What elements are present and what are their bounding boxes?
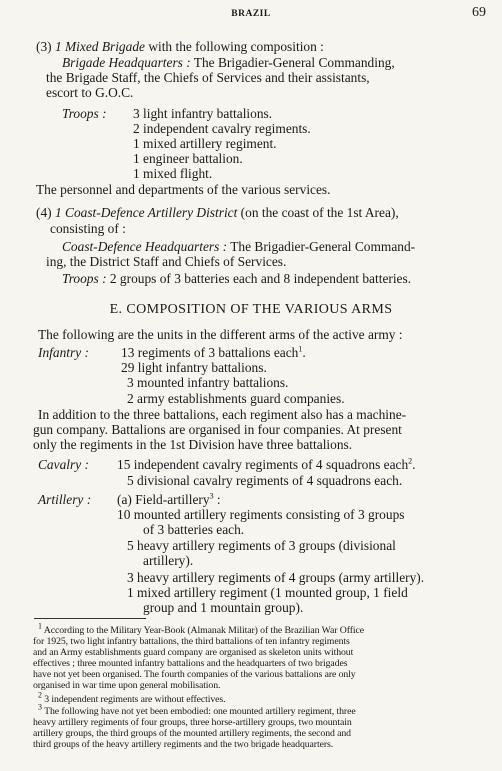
coast-hq-label: Coast-Defence Headquarters :: [62, 239, 228, 254]
personnel-line: The personnel and departments of the various services.: [36, 182, 331, 197]
footnote-1-line: have not yet been organised. The fourth companies of the various battalions are only: [33, 669, 356, 680]
coast-defence-title: 1 Coast-Defence Artillery District: [54, 205, 238, 220]
footnote-3-line: artillery groups, the third groups of the mounted artillery regiments, the second and: [33, 728, 351, 739]
brigade-hq-label: Brigade Headquarters :: [62, 55, 191, 70]
troop-item: 1 engineer battalion.: [133, 151, 243, 166]
troop-item: 1 mixed flight.: [133, 166, 213, 181]
coast-troops-label: Troops :: [62, 271, 107, 286]
brigade-hq-line-3: escort to G.O.C.: [46, 85, 134, 100]
coast-hq-line: [62, 239, 415, 255]
mixed-brigade-line: [36, 39, 324, 55]
footnote-1-line: and an Army establishments guard company are organised as skeleton units without: [33, 647, 354, 658]
footnote-1-line: $^1$ According to the Military Year-Book (Almanak Militar) of the Brazilian War Office: [38, 621, 365, 636]
footnote-1-line: organised in war time upon general mobilisation.: [33, 680, 221, 691]
footnote-1-line: effectives ; three mounted infantry battalions and the headquarters of two brigades: [33, 658, 348, 669]
troop-item: 1 mixed artillery regiment.: [133, 136, 277, 151]
page-number: 69: [472, 5, 486, 20]
paragraph-line: only the regiments in the 1st Division have three battalions.: [33, 437, 353, 452]
cavalry-item: 5 divisional cavalry regiments of 4 squadrons each.: [127, 473, 403, 488]
footnote-3-line: third groups of the heavy artillery regiments and the two brigade headquarters.: [33, 739, 334, 750]
consisting-line: consisting of :: [50, 221, 126, 236]
artillery-item: 10 mounted artillery regiments consisting of 3 groups: [117, 507, 405, 522]
coast-hq-line-2: ing, the District Staff and Chiefs of Services.: [46, 254, 287, 269]
artillery-item: artillery).: [143, 553, 194, 568]
section-heading: E. COMPOSITION OF THE VARIOUS ARMS: [109, 302, 393, 317]
cavalry-label: Cavalry :: [38, 457, 89, 472]
footnote-2: $^2$ 3 independent regiments are without effectives.: [38, 690, 226, 705]
footnote-rule: [34, 618, 146, 619]
paragraph-line: In addition to the three battalions, each regiment also has a machine-: [38, 407, 407, 422]
footnote-number: 1: [38, 621, 42, 631]
infantry-label: Infantry :: [38, 345, 89, 360]
troops-label: Troops :: [62, 106, 107, 121]
coast-defence-intro: (on the coast of the 1st Area),: [237, 205, 399, 220]
brigade-hq-line-2: the Brigade Staff, the Chiefs of Services and their assistants,: [46, 70, 370, 85]
footnote-number: 3: [38, 702, 42, 712]
footnote-3-line: $^3$ The following have not yet been embodied: one mounted artillery regiment, three: [38, 702, 356, 717]
artillery-item: 3 heavy artillery regiments of 4 groups (army artillery).: [127, 570, 425, 585]
footnote-ref: 1: [298, 344, 303, 354]
infantry-item: 13 regiments of 3 battalions each$^1$.: [121, 344, 306, 360]
infantry-item: 29 light infantry battalions.: [121, 360, 267, 375]
infantry-item: 2 army establishments guard companies.: [127, 391, 345, 406]
cavalry-item: 15 independent cavalry regiments of 4 squadrons each$^2$.: [117, 456, 416, 472]
infantry-item: 3 mounted infantry battalions.: [127, 375, 289, 390]
brigade-hq-text: The Brigadier-General Commanding,: [190, 55, 395, 70]
coast-hq-text: The Brigadier-General Command-: [227, 239, 416, 254]
footnote-ref: 3: [209, 491, 214, 501]
artillery-item: of 3 batteries each.: [143, 522, 245, 537]
mixed-brigade-intro: with the following composition :: [144, 39, 324, 54]
item-number: (4): [36, 205, 55, 220]
field-artillery-subheading: (a) Field-artillery$^3$ :: [117, 491, 221, 507]
artillery-item: 5 heavy artillery regiments of 3 groups (divisional: [127, 538, 396, 553]
coast-troops-line: [62, 271, 411, 287]
footnote-number: 2: [38, 690, 42, 700]
coast-defence-line: [36, 205, 399, 221]
footnote-3-line: heavy artillery regiments of four groups, three horse-artillery groups, two mountain: [33, 717, 352, 728]
coast-troops-text: 2 groups of 3 batteries each and 8 independent batteries.: [106, 271, 412, 286]
troop-item: 2 independent cavalry regiments.: [133, 121, 311, 136]
artillery-item: group and 1 mountain group).: [143, 600, 304, 615]
footnote-ref: 2: [408, 456, 413, 466]
artillery-label: Artillery :: [38, 492, 92, 507]
footnote-1-line: for 1925, two light infantry battalions, the third battalions of ten infantry regiments: [33, 636, 350, 647]
paragraph-line: gun company. Battalions are organised in four companies. At present: [33, 422, 402, 437]
item-number: (3): [36, 39, 55, 54]
mixed-brigade-title: 1 Mixed Brigade: [54, 39, 145, 54]
troop-item: 3 light infantry battalions.: [133, 106, 273, 121]
artillery-item: 1 mixed artillery regiment (1 mounted group, 1 field: [127, 585, 408, 600]
brigade-hq-line: [62, 55, 395, 71]
running-header-title: BRAZIL: [231, 9, 271, 19]
section-intro: The following are the units in the different arms of the active army :: [38, 327, 403, 342]
